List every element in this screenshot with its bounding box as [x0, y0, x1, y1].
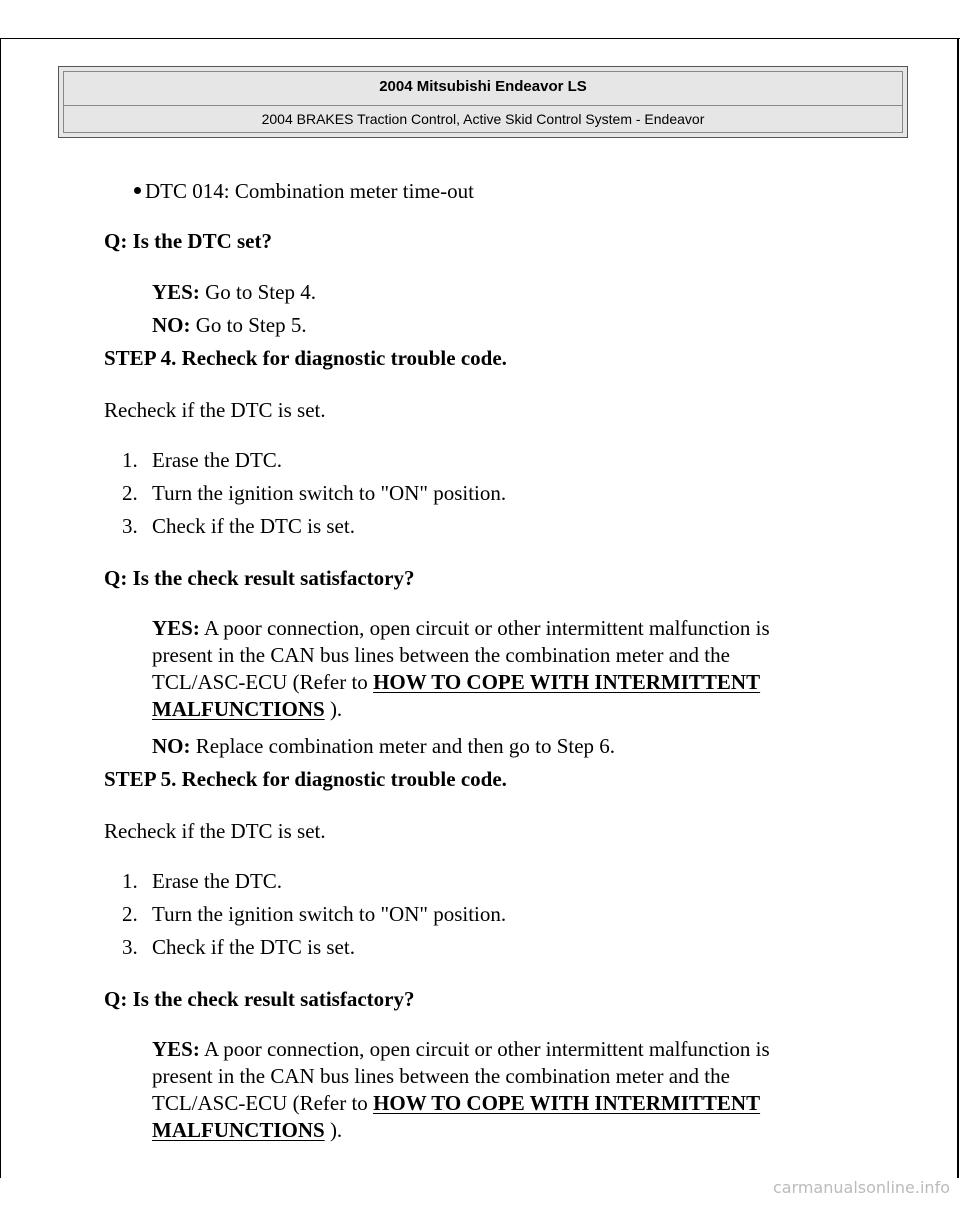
refer-to-text: TCL/ASC-ECU (Refer to	[152, 1091, 368, 1115]
step4-yes-line4	[152, 696, 342, 723]
step5-list-number: 2.	[122, 902, 138, 926]
q1-yes-answer	[152, 279, 316, 306]
yes-label: YES:	[152, 1037, 200, 1061]
step5-yes-line4	[152, 1117, 342, 1144]
no-label: NO:	[152, 313, 191, 337]
step5-question: Q: Is the check result satisfactory?	[104, 987, 415, 1011]
header-inner-frame	[63, 71, 903, 133]
refer-to-text: TCL/ASC-ECU (Refer to	[152, 670, 368, 694]
intermittent-malfunctions-link-cont[interactable]: MALFUNCTIONS	[152, 1118, 325, 1142]
intermittent-malfunctions-link-cont[interactable]: MALFUNCTIONS	[152, 697, 325, 721]
step4-heading: STEP 4. Recheck for diagnostic trouble code.	[104, 346, 507, 370]
no-text: Go to Step 5.	[195, 313, 307, 337]
step4-list-text: Turn the ignition switch to "ON" position.	[152, 481, 507, 505]
step4-no-answer	[152, 733, 615, 760]
step4-list-text: Erase the DTC.	[152, 448, 283, 472]
step5-heading: STEP 5. Recheck for diagnostic trouble code.	[104, 767, 507, 791]
dtc-list-item: DTC 014: Combination meter time-out	[145, 179, 474, 203]
step4-list-number: 2.	[122, 481, 138, 505]
bullet-icon	[134, 187, 141, 194]
step5-list-text: Check if the DTC is set.	[152, 935, 355, 959]
yes-label: YES:	[152, 280, 200, 304]
header-subtitle: 2004 BRAKES Traction Control, Active Skid Control System - Endeavor	[261, 111, 705, 127]
no-label: NO:	[152, 734, 191, 758]
intermittent-malfunctions-link[interactable]: HOW TO COPE WITH INTERMITTENT	[373, 1091, 761, 1115]
close-paren: ).	[329, 697, 343, 721]
header-title: 2004 Mitsubishi Endeavor LS	[379, 78, 587, 95]
yes-text: Go to Step 4.	[205, 280, 316, 304]
step5-intro: Recheck if the DTC is set.	[104, 819, 326, 843]
step5-list-text: Erase the DTC.	[152, 869, 283, 893]
page-border-left	[0, 38, 1, 1178]
close-paren: ).	[329, 1118, 343, 1142]
step5-yes-line2: present in the CAN bus lines between the combination meter and the	[152, 1064, 730, 1088]
document-header	[58, 66, 908, 138]
yes-text-line1: A poor connection, open circuit or other intermittent malfunction is	[203, 1037, 770, 1061]
step5-yes-line3	[152, 1090, 760, 1117]
step5-list-number: 1.	[122, 869, 138, 893]
q1-no-answer	[152, 312, 307, 339]
page-border-top	[0, 38, 960, 39]
step4-yes-line1	[152, 615, 770, 642]
step4-intro: Recheck if the DTC is set.	[104, 398, 326, 422]
step4-question: Q: Is the check result satisfactory?	[104, 566, 415, 590]
step5-yes-line1	[152, 1036, 770, 1063]
intermittent-malfunctions-link[interactable]: HOW TO COPE WITH INTERMITTENT	[373, 670, 761, 694]
step5-list-text: Turn the ignition switch to "ON" position.	[152, 902, 507, 926]
step4-yes-line2: present in the CAN bus lines between the combination meter and the	[152, 643, 730, 667]
watermark-text: carmanualsonline.info	[772, 1178, 950, 1197]
header-divider	[64, 105, 902, 106]
step4-yes-line3	[152, 669, 760, 696]
page-border-right	[957, 38, 959, 1178]
no-text: Replace combination meter and then go to Step 6.	[195, 734, 616, 758]
yes-label: YES:	[152, 616, 200, 640]
step4-list-number: 3.	[122, 514, 138, 538]
yes-text-line1: A poor connection, open circuit or other intermittent malfunction is	[203, 616, 770, 640]
step4-list-text: Check if the DTC is set.	[152, 514, 355, 538]
step5-list-number: 3.	[122, 935, 138, 959]
step4-list-number: 1.	[122, 448, 138, 472]
question-dtc-set: Q: Is the DTC set?	[104, 229, 272, 253]
